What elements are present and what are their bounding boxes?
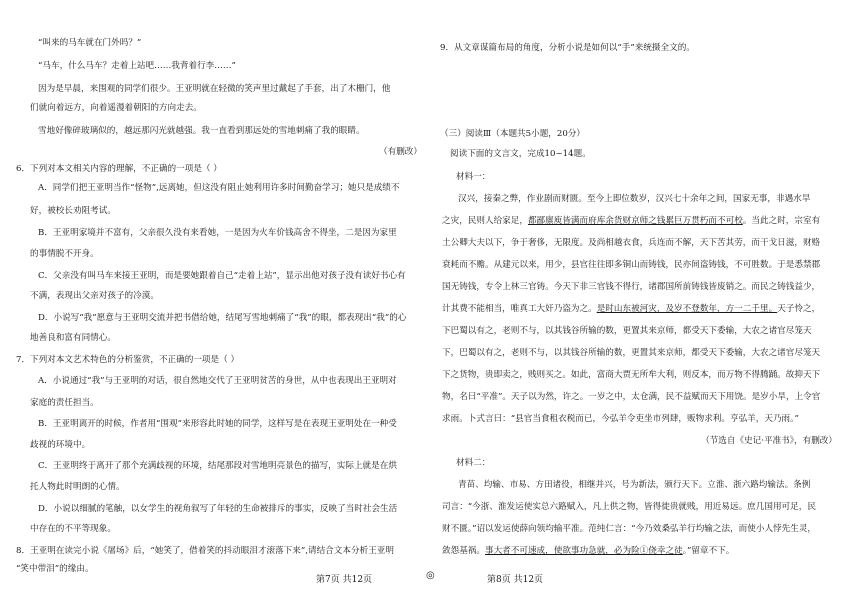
text-part: 敛怨基祸。 (442, 546, 485, 556)
dialogue-line: “马车，什么马车？走着上站吧……我背着行李……” (38, 61, 236, 71)
option-line: 中存在的不平等现象。 (30, 524, 116, 534)
question-8: 8．王亚明在读完小说《屠场》后，“她笑了，借着笑的抖动眼泪才滚落下来”,请结合文本分析王亚明 (16, 546, 394, 556)
question-9: 9．从文章谋篇布局的角度，分析小说是如何以“手”来统摄全文的。 (440, 43, 695, 53)
question-8-line2: “笑中带泪”的缘由。 (16, 564, 94, 574)
option-line: A．同学们把王亚明当作“怪物”,远离她，但这没有阻止她利用许多时间勤奋学习；她只是成绩不 (38, 183, 400, 193)
underlined-sentence: 都鄙廪庾皆满而府库余货财京师之钱累巨万贯朽而不可校 (527, 216, 743, 226)
text-line: 财不匮。”诏以发运使薛向领均输平准。范纯仁言：“今乃效桑弘羊行均输之法，而使小人悖先生灵， (442, 524, 817, 534)
option-line: D．小说写“我”愿意与王亚明交流并把书借给她，结尾写雪地刺痛了“我”的眼，都表现出“我”的心 (38, 313, 407, 323)
underlined-sentence: 事大者不可速成，使欲事功急就，必为险①侥幸之徒 (484, 546, 683, 556)
option-line: 家庭的责任担当。 (30, 398, 99, 408)
text-line: 司言：“今浙、淮发运使实总六路赋入，凡上供之物，皆得徙贵就贱，用近易远。庶几国用可足，民 (442, 502, 816, 512)
center-binding-mark: ◎ (426, 570, 435, 581)
paragraph-line: 们就向着远方，向着遥漫着朝阳的方向走去。 (30, 103, 202, 113)
dialogue-line: “叫来的马车就在门外吗？” (38, 38, 142, 48)
text-line: 下，巴蜀以有之，老则不与，以其钱谷所输的数，更置其来京师，都受天下委输，大农之诸官尽笼天 (442, 348, 821, 358)
text-line: 汉兴，接秦之弊，作业剧而财匮。至今上即位数岁，汉兴七十余年之间，国家无事，非遇水旱 (458, 194, 811, 204)
option-line: 地善良和富有同情心。 (30, 333, 116, 343)
underlined-sentence: 是时山东被河灾，及岁不登数年，方一二千里。 (596, 304, 778, 314)
source-note: （节选自《史记·平准书》，有删改） (701, 436, 837, 446)
text-line: 物，名曰“平准”。天子以为然，许之。一岁之中，太仓满，民不益赋而天下用饶。是岁小旱，上令官 (442, 392, 821, 402)
text-part: 。当此之时，宗室有 (742, 216, 821, 226)
text-line (442, 215, 820, 227)
text-line: 土公卿大夫以下，争于奢侈，无限度。及尚相越衣食，兵连而不解，天下苦其劳，而干戈日滋，财赂 (442, 238, 821, 248)
page-number-right: 第8页 共12页 (487, 575, 544, 585)
option-line: 歧视的环境中。 (30, 440, 91, 450)
question-6: 6．下列对本文相关内容的理解，不正确的一项是（ ） (16, 164, 222, 174)
paragraph-line: 因为是早晨，来围观的同学们很少。王亚明就在轻微的笑声里过戴起了手套，出了木栅门，他 (38, 84, 391, 94)
option-line: D．小说以细腻的笔触，以女学生的视角叙写了年轻的生命被排斥的事实，反映了当时社会生活 (38, 504, 398, 514)
text-line: 下之货物，贵即卖之，贱则买之。如此，富商大贾无所牟大利，则反本，而万物不得腾踊。故抑天下 (442, 370, 821, 380)
reading-instruction: 阅读下面的文言文，完成10~14题。 (450, 149, 591, 159)
option-line: 的事情脱不开身。 (30, 249, 99, 259)
option-line: B．王亚明离开的时候，作者用“围观”来形容此时她的同学，这样写是在表现王亚明处在一种受 (38, 419, 397, 429)
text-part: 计其费不能相当，唯真工大奸乃盗为之。 (442, 304, 597, 314)
text-part: 之灾，民则人给家足， (442, 216, 528, 226)
section-title: （三）阅读Ⅲ（本题共5小题，20分） (440, 129, 586, 139)
text-part: 天子怜之， (777, 304, 821, 314)
option-line: A．小说通过“我”与王亚明的对话，很自然地交代了王亚明贫苦的身世，从中也表现出王亚明对 (38, 376, 397, 386)
option-line: 好，被校长劝阻考试。 (30, 206, 116, 216)
text-line (442, 545, 734, 557)
material2-label: 材料二： (456, 458, 491, 468)
option-line: 不满，表现出父亲对孩子的冷漠。 (30, 291, 159, 301)
text-line: 国无铸钱，专令上林三官铸。今天下非三官钱不得行，诸郡国所前铸钱皆废销之。而民之铸钱益少， (442, 282, 821, 292)
source-note: （有删改） (379, 147, 422, 157)
text-line: 下巴蜀以有之，老则不与，以其钱谷所输的数，更置其来京师，都受天下委输，大农之诸官尽笼天 (442, 326, 812, 336)
page-number-left: 第7页 共12页 (316, 575, 373, 585)
text-part: 。”留章不下。 (682, 546, 735, 556)
option-line: 托人物此时明朗的心情。 (30, 482, 125, 492)
text-line: 衰耗而不赡。从建元以来，用少，县官往往即多铜山而铸钱，民亦间盗铸钱，不可胜数。于是悉禁郡 (442, 260, 821, 270)
text-line: 青苗、均输、市易、方田诸役，相继并兴，号为新法，颁行天下。立淮、浙六路均输法。条例 (458, 480, 811, 490)
option-line: C．王亚明终于离开了那个充满歧视的环境，结尾那段对雪地明亮景色的描写，实际上就是在烘 (38, 461, 397, 471)
text-line: 求雨。卜式言曰：“县官当食租衣税而已，今弘羊令吏坐市列肆，贩物求利。亨弘羊，天乃雨。” (442, 414, 799, 424)
material1-label: 材料一： (456, 172, 491, 182)
paragraph-line: 雪地好像碎玻璃似的，越远那闪光就越强。我一直看到那远处的雪地刺痛了我的眼睛。 (38, 126, 365, 136)
option-line: B．王亚明家境并不富有，父亲很久没有来看她，一是因为火车价钱高舍不得坐，二是因为家里 (38, 228, 397, 238)
question-7: 7．下列对本文艺术特色的分析鉴赏，不正确的一项是（ ） (16, 355, 240, 365)
option-line: C．父亲没有叫马车来接王亚明，而是要她跟着自己“走着上站”，显示出他对孩子没有读好书心有 (38, 271, 406, 281)
text-line (442, 303, 820, 315)
